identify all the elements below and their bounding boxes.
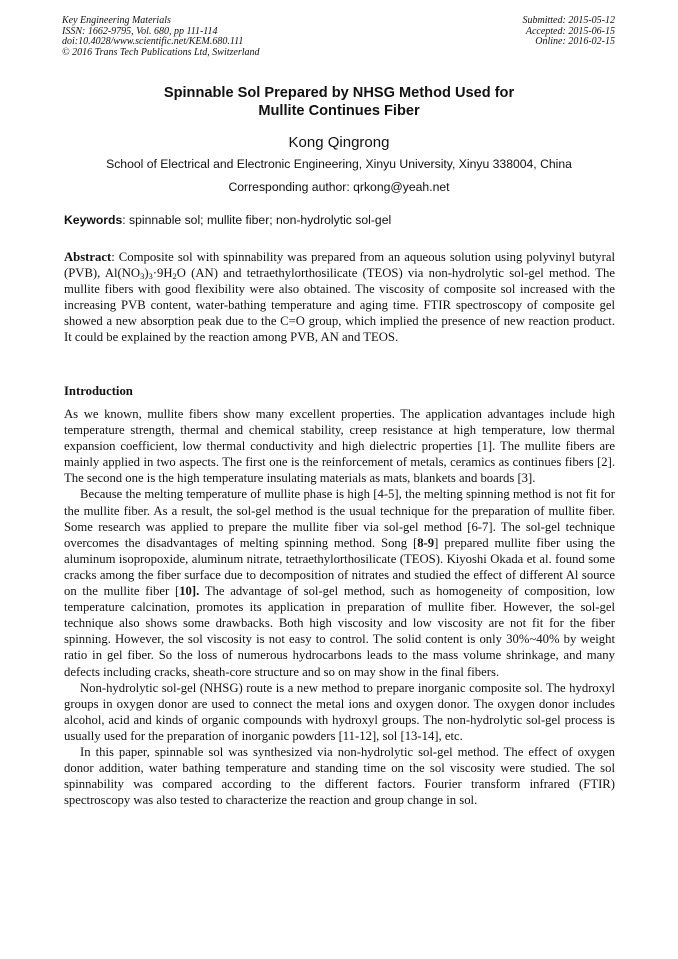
abstract-label: Abstract [64, 250, 112, 264]
intro-p2-text-e: The advantage of sol-gel method, such as homogeneity of composition, low temperature calcination, promotes its application in preparation of mullite fiber. However, the sol-gel technique also shows some drawbacks. Both high viscosity and low viscosity are not fit for the fiber spinning. However, the sol viscosity is not easy to control. The solid content is only 30%~40% by weight ratio in gel fiber. So the loss of numerous hydrocarbons leads to the mass volume shrinkage, and many defects including cracks, sheath-core structure and so on may show in the final fibers. [64, 584, 615, 679]
abstract-text-3: ·9H [152, 266, 173, 281]
intro-paragraph-1: As we known, mullite fibers show many excellent properties. The application advantages include high temperature strength, thermal and chemical stability, creep resistance at high temperature, low thermal expansion coefficient, low thermal conductivity and high dielectric properties [1]. The mullite fibers are mainly applied in two aspects. The first one is the reinforcement of metals, ceramics as continues fibers [2]. The second one is the high temperature insulating materials as mats, blankets and boards [3]. [64, 407, 615, 486]
submission-dates [523, 16, 616, 48]
intro-p2-text-c: ] prepared mullite fiber using the aluminum isopropoxide, aluminum nitrate, tetraethylorthosilicate (TEOS). Kiyoshi Okada et al. found some cracks among the fiber surface due to decomposition of nitrates and studied the effect of different Al source on the mullite fiber [ [64, 535, 615, 599]
journal-copyright: © 2016 Trans Tech Publications Ltd, Switzerland [62, 46, 260, 58]
intro-paragraph-3: Non-hydrolytic sol-gel (NHSG) route is a new method to prepare inorganic composite sol. The hydroxyl groups in oxygen donor are used to connect the metal ions and oxygen donor. The oxygen donor includes alcohol, acid and kinds of organic compounds with hydroxyl groups. The non-hydrolytic sol-gel process is usually used for the preparation of inorganic powders [11-12], sol [13-14], etc. [64, 680, 615, 743]
abstract-text-1: : Composite sol with spinnability was prepared from an aqueous solution using polyvinyl butyral (PVB), Al(NO [64, 250, 615, 281]
intro-paragraph-4: In this paper, spinnable sol was synthesized via non-hydrolytic sol-gel method. The effect of oxygen donor addition, water bathing temperature and standing time on the sol viscosity were studied. The sol spinnability was compared according to the different factors. Fourier transform infrared (FTIR) spectroscopy was also tested to characterize the reaction and group change in sol. [64, 744, 615, 808]
introduction-body [64, 406, 615, 808]
corresponding-author: Corresponding author: qrkong@yeah.net [228, 180, 450, 194]
title-line-2: Mullite Continues Fiber [258, 103, 420, 119]
citation-10: 10]. [179, 584, 200, 599]
journal-doi: doi:10.4028/www.scientific.net/KEM.680.111 [62, 36, 244, 48]
abstract-sub-2: 3 [148, 271, 153, 282]
citation-8-9: 8-9 [417, 535, 435, 550]
journal-issn: ISSN: 1662-9795, Vol. 680, pp 111-114 [62, 25, 218, 37]
section-heading-introduction: Introduction [64, 384, 133, 398]
paper-title [40, 84, 638, 120]
submitted-date: Submitted: 2015-05-12 [522, 15, 615, 26]
abstract [64, 249, 615, 346]
abstract-sub-3: 2 [172, 271, 177, 282]
intro-p2-text-a: Because the melting temperature of mullite phase is high [4-5], the melting spinning method is not fit for the mullite fiber. As a result, the sol-gel method is the usual technique for the preparation of mullite fiber. Some research was applied to prepare the mullite fiber via sol-gel method [6-7]. The sol-gel technique overcomes the disadvantages of melting spinning method. Song [ [64, 487, 615, 550]
author-affiliation: School of Electrical and Electronic Engineering, Xinyu University, Xinyu 338004, China [106, 157, 572, 171]
keywords-text: : spinnable sol; mullite fiber; non-hydrolytic sol-gel [122, 213, 392, 227]
keywords [64, 213, 616, 228]
abstract-text-2: ) [144, 266, 149, 281]
accepted-date: Accepted: 2015-06-15 [525, 25, 615, 37]
abstract-text-4: O (AN) and tetraethylorthosilicate (TEOS) via non-hydrolytic sol-gel method. The mullite fibers with good flexibility were also obtained. The viscosity of composite sol increased with the increasing PVB content, water-bathing temperature and aging time. FTIR spectroscopy of composite gel showed a new absorption peak due to the C=O group, which implied the presence of new reaction product. It could be explained by the reaction among PVB, AN and TEOS. [64, 266, 615, 345]
journal-info [62, 16, 260, 58]
online-date: Online: 2016-02-15 [535, 36, 615, 48]
abstract-sub-1: 3 [140, 271, 145, 282]
intro-paragraph-2 [64, 486, 615, 679]
author-name: Kong Qingrong [288, 134, 390, 151]
journal-name: Key Engineering Materials [62, 15, 171, 26]
title-line-1: Spinnable Sol Prepared by NHSG Method Used for [163, 85, 515, 101]
keywords-label: Keywords [64, 213, 123, 227]
